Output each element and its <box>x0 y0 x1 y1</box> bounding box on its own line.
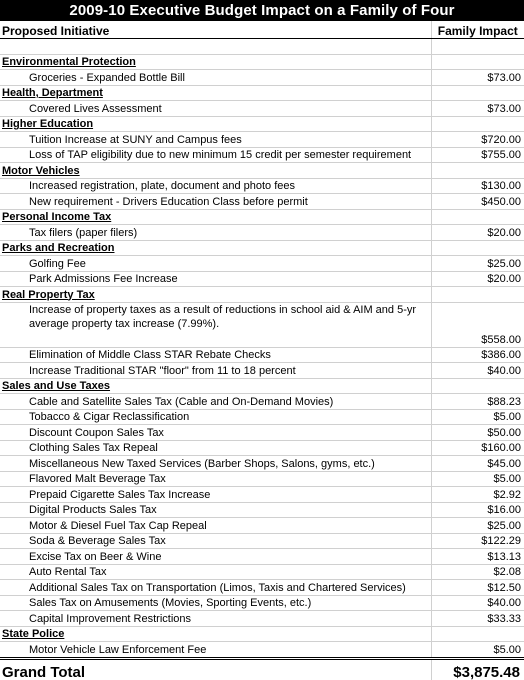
grand-total-label: Grand Total <box>0 658 431 680</box>
item-amount: $720.00 <box>431 132 524 148</box>
item-row <box>0 194 524 210</box>
item-amount: $160.00 <box>431 440 524 456</box>
category-name: Personal Income Tax <box>0 209 431 225</box>
item-label: Motor & Diesel Fuel Tax Cap Repeal <box>0 518 431 534</box>
item-label: Groceries - Expanded Bottle Bill <box>0 70 431 86</box>
category-row <box>0 626 524 642</box>
item-row <box>0 502 524 518</box>
item-label: Increase of property taxes as a result of reductions in school aid & AIM and 5-yr average property tax increase (7.99%). <box>0 302 431 347</box>
category-name: Parks and Recreation <box>0 240 431 256</box>
header-impact: Family Impact <box>431 21 524 39</box>
category-name: Sales and Use Taxes <box>0 378 431 394</box>
item-label: Golfing Fee <box>0 256 431 272</box>
item-amount: $2.92 <box>431 487 524 503</box>
category-row <box>0 163 524 179</box>
item-row <box>0 132 524 148</box>
category-row <box>0 85 524 101</box>
item-row <box>0 256 524 272</box>
item-row <box>0 271 524 287</box>
item-amount: $73.00 <box>431 70 524 86</box>
item-label: Flavored Malt Beverage Tax <box>0 471 431 487</box>
category-name: Motor Vehicles <box>0 163 431 179</box>
category-row <box>0 209 524 225</box>
item-amount: $122.29 <box>431 533 524 549</box>
category-amount-empty <box>431 163 524 179</box>
budget-table <box>0 21 524 680</box>
category-amount-empty <box>431 287 524 303</box>
category-amount-empty <box>431 626 524 642</box>
item-label: Auto Rental Tax <box>0 564 431 580</box>
item-row <box>0 347 524 363</box>
item-amount: $40.00 <box>431 363 524 379</box>
item-amount: $5.00 <box>431 471 524 487</box>
item-amount: $40.00 <box>431 595 524 611</box>
item-amount: $755.00 <box>431 147 524 163</box>
item-label: Increased registration, plate, document and photo fees <box>0 178 431 194</box>
category-amount-empty <box>431 209 524 225</box>
category-row <box>0 378 524 394</box>
grand-total-row <box>0 658 524 680</box>
category-row <box>0 116 524 132</box>
item-amount: $33.33 <box>431 611 524 627</box>
item-amount: $88.23 <box>431 394 524 410</box>
category-row <box>0 287 524 303</box>
header-row <box>0 21 524 39</box>
item-row <box>0 456 524 472</box>
item-label: Tax filers (paper filers) <box>0 225 431 241</box>
item-amount: $45.00 <box>431 456 524 472</box>
item-row <box>0 425 524 441</box>
item-row <box>0 302 524 347</box>
item-label: New requirement - Drivers Education Class before permit <box>0 194 431 210</box>
item-amount: $73.00 <box>431 101 524 117</box>
item-row <box>0 147 524 163</box>
item-row <box>0 363 524 379</box>
item-amount: $130.00 <box>431 178 524 194</box>
item-label: Prepaid Cigarette Sales Tax Increase <box>0 487 431 503</box>
item-amount: $20.00 <box>431 225 524 241</box>
item-amount: $50.00 <box>431 425 524 441</box>
item-amount: $386.00 <box>431 347 524 363</box>
sheet-title: 2009-10 Executive Budget Impact on a Family of Four <box>0 0 524 21</box>
category-name: Higher Education <box>0 116 431 132</box>
item-amount: $13.13 <box>431 549 524 565</box>
item-amount: $16.00 <box>431 502 524 518</box>
item-amount: $12.50 <box>431 580 524 596</box>
category-amount-empty <box>431 116 524 132</box>
category-amount-empty <box>431 240 524 256</box>
item-row <box>0 611 524 627</box>
category-row <box>0 240 524 256</box>
item-label: Additional Sales Tax on Transportation (Limos, Taxis and Chartered Services) <box>0 580 431 596</box>
item-row <box>0 440 524 456</box>
category-name: Real Property Tax <box>0 287 431 303</box>
item-row <box>0 564 524 580</box>
item-row <box>0 471 524 487</box>
item-row <box>0 518 524 534</box>
category-name: Health, Department <box>0 85 431 101</box>
item-label: Clothing Sales Tax Repeal <box>0 440 431 456</box>
item-amount: $450.00 <box>431 194 524 210</box>
item-label: Tobacco & Cigar Reclassification <box>0 409 431 425</box>
item-amount: $25.00 <box>431 256 524 272</box>
item-row <box>0 487 524 503</box>
item-row <box>0 533 524 549</box>
item-amount: $5.00 <box>431 642 524 659</box>
item-row <box>0 70 524 86</box>
spacer-row <box>0 39 524 55</box>
category-amount-empty <box>431 54 524 70</box>
item-amount: $2.08 <box>431 564 524 580</box>
item-label: Increase Traditional STAR "floor" from 11 to 18 percent <box>0 363 431 379</box>
item-label: Capital Improvement Restrictions <box>0 611 431 627</box>
item-label: Park Admissions Fee Increase <box>0 271 431 287</box>
header-initiative: Proposed Initiative <box>0 21 431 39</box>
item-label: Elimination of Middle Class STAR Rebate Checks <box>0 347 431 363</box>
item-label: Loss of TAP eligibility due to new minimum 15 credit per semester requirement <box>0 147 431 163</box>
item-row <box>0 549 524 565</box>
category-amount-empty <box>431 85 524 101</box>
item-row <box>0 580 524 596</box>
item-row <box>0 642 524 659</box>
item-row <box>0 394 524 410</box>
item-label: Cable and Satellite Sales Tax (Cable and On-Demand Movies) <box>0 394 431 410</box>
category-row <box>0 54 524 70</box>
item-amount: $25.00 <box>431 518 524 534</box>
category-name: State Police <box>0 626 431 642</box>
item-label: Tuition Increase at SUNY and Campus fees <box>0 132 431 148</box>
item-label: Covered Lives Assessment <box>0 101 431 117</box>
item-label: Discount Coupon Sales Tax <box>0 425 431 441</box>
item-label: Sales Tax on Amusements (Movies, Sporting Events, etc.) <box>0 595 431 611</box>
item-label: Digital Products Sales Tax <box>0 502 431 518</box>
item-amount: $5.00 <box>431 409 524 425</box>
item-amount: $558.00 <box>431 302 524 347</box>
item-row <box>0 178 524 194</box>
item-amount: $20.00 <box>431 271 524 287</box>
item-row <box>0 225 524 241</box>
category-name: Environmental Protection <box>0 54 431 70</box>
item-label: Excise Tax on Beer & Wine <box>0 549 431 565</box>
item-label: Soda & Beverage Sales Tax <box>0 533 431 549</box>
item-label: Motor Vehicle Law Enforcement Fee <box>0 642 431 659</box>
item-row <box>0 409 524 425</box>
grand-total-amount: $3,875.48 <box>431 658 524 680</box>
item-row <box>0 595 524 611</box>
category-amount-empty <box>431 378 524 394</box>
item-row <box>0 101 524 117</box>
item-label: Miscellaneous New Taxed Services (Barber Shops, Salons, gyms, etc.) <box>0 456 431 472</box>
